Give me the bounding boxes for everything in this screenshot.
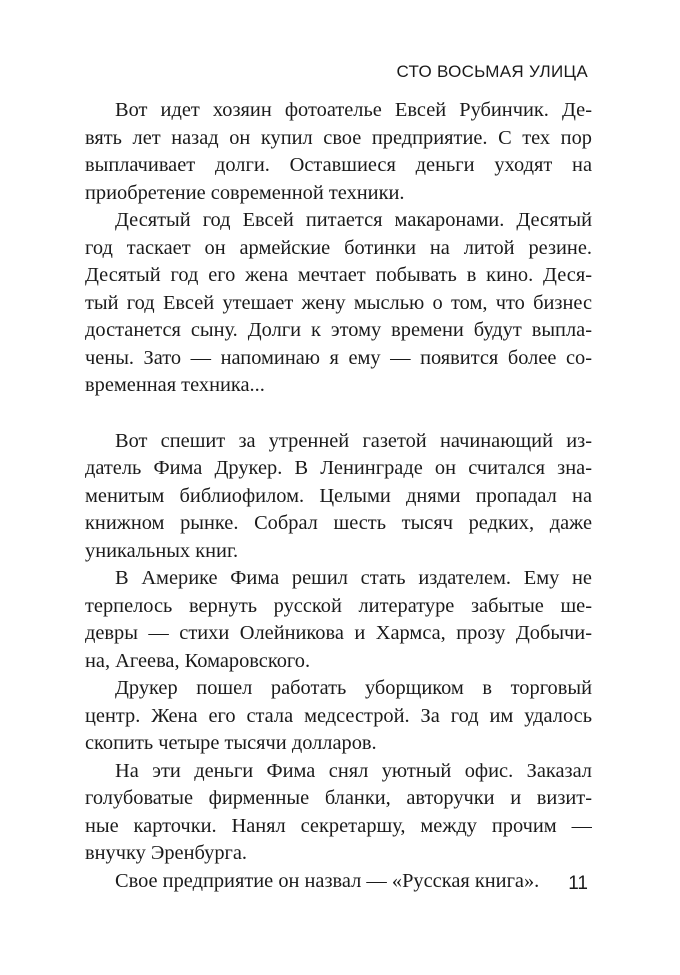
text-line: голубоватые фирменные бланки, авторучки и визит- [85, 787, 592, 809]
text-line: книжном рынке. Собрал шесть тысяч редких, даже [85, 512, 592, 534]
text-line: на, Агеева, Комаровского. [85, 649, 311, 672]
text-line: Свое предприятие он назвал — «Русская книга». [115, 869, 540, 892]
text-line: временная техника... [85, 374, 265, 396]
section-break [85, 400, 592, 428]
paragraph [85, 207, 592, 400]
text-line: Десятый год его жена мечтает побывать в кино. Деся- [85, 264, 592, 286]
text-line: девры — стихи Олейникова и Хармса, прозу Добычи- [85, 622, 592, 644]
body-text [85, 97, 592, 895]
text-line: уникальных книг. [85, 539, 239, 562]
page-number: 11 [568, 873, 588, 894]
text-line: центр. Жена его стала медсестрой. За год им удалось [85, 704, 592, 727]
paragraph [85, 565, 592, 675]
paragraph [85, 675, 592, 758]
paragraph [85, 758, 592, 868]
text-line: Вот спешит за утренней газетой начинающий из- [115, 429, 592, 452]
text-line: достанется сыну. Долги к этому времени будут выпла- [85, 319, 592, 341]
text-line: выплачивает долги. Оставшиеся деньги уходят на [85, 154, 592, 176]
text-line: Вот идет хозяин фотоателье Евсей Рубинчик. Де- [115, 99, 592, 121]
text-line: Десятый год Евсей питается макаронами. Десятый [115, 209, 592, 231]
text-line: тый год Евсей утешает жену мыслью о том, что бизнес [85, 291, 592, 314]
text-line: скопить четыре тысячи долларов. [85, 732, 377, 754]
paragraph [85, 97, 592, 207]
text-line: терпелось вернуть русской литературе забытые ше- [85, 594, 592, 617]
running-title: СТО ВОСЬМАЯ УЛИЦА [396, 62, 588, 81]
text-line: менитым библиофилом. Целыми днями пропадал на [85, 484, 592, 507]
text-line: В Америке Фима решил стать издателем. Ему не [115, 567, 592, 589]
text-line: датель Фима Друкер. В Ленинграде он считался зна- [85, 457, 592, 479]
text-line: чены. Зато — напоминаю я ему — появится более со- [85, 346, 592, 369]
text-line: вять лет назад он купил свое предприятие. С тех пор [85, 126, 592, 149]
paragraph [85, 428, 592, 566]
text-line: На эти деньги Фима снял уютный офис. Заказал [115, 759, 592, 782]
text-line: внучку Эренбурга. [85, 842, 248, 864]
text-line: ные карточки. Нанял секретаршу, между прочим — [85, 814, 592, 837]
paragraph [85, 868, 592, 896]
text-line: приобретение современной техники. [85, 181, 405, 204]
text-line: год таскает он армейские ботинки на литой резине. [85, 236, 592, 259]
text-line: Друкер пошел работать уборщиком в торговый [115, 677, 592, 699]
